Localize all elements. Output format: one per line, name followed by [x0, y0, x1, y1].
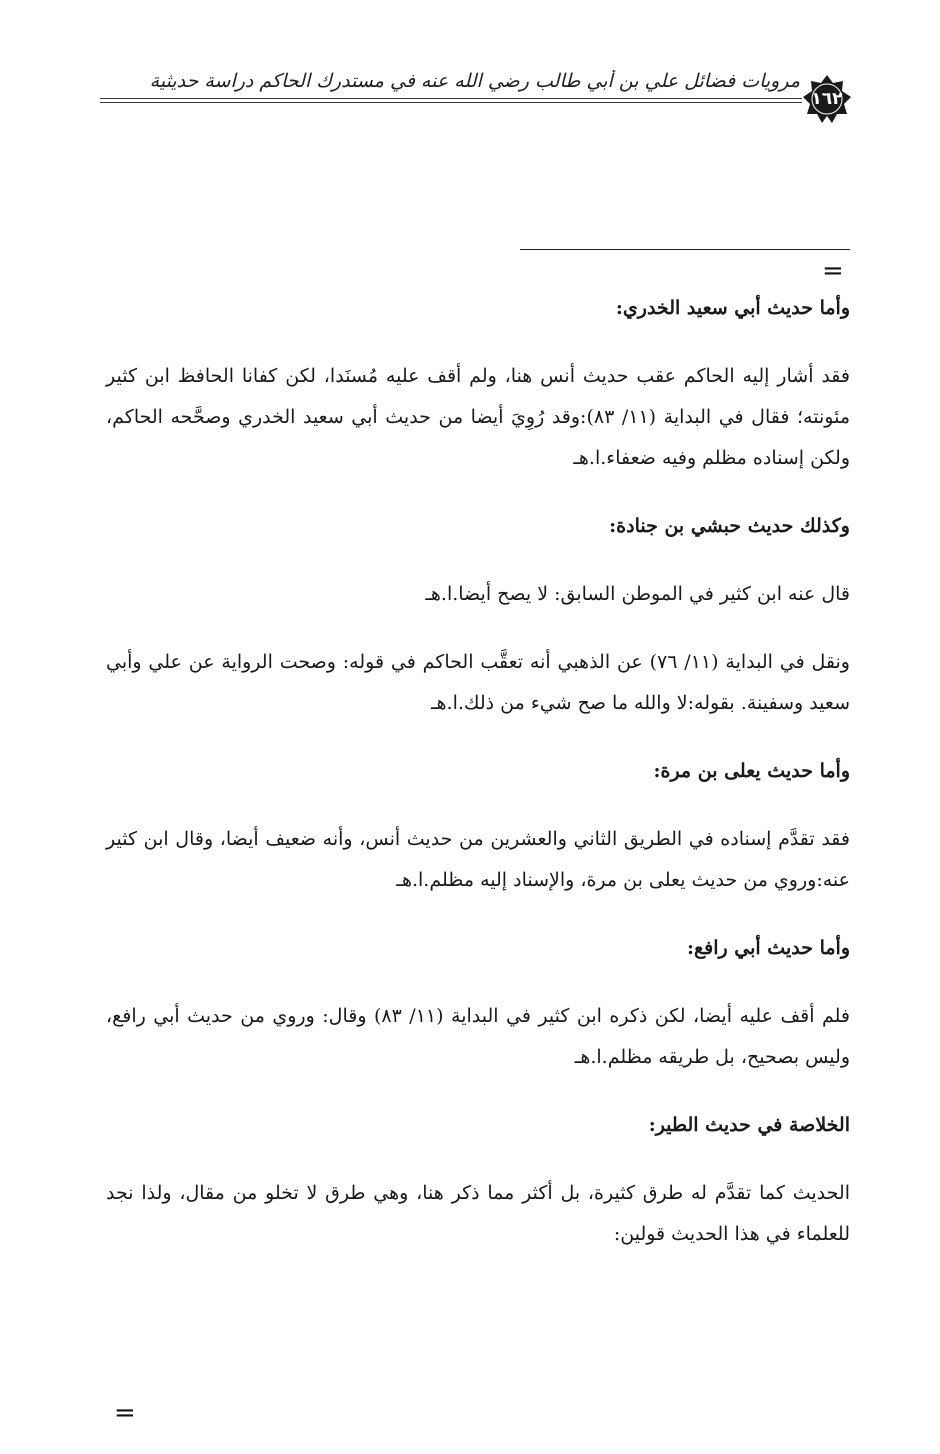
- section-habashi: [106, 506, 850, 615]
- section-heading: الخلاصة في حديث الطير:: [648, 1114, 850, 1136]
- section-abu-said: [106, 288, 850, 479]
- footnote-separator: [520, 249, 850, 250]
- section-paragraph: فلم أقف عليه أيضا، لكن ذكره ابن كثير في البداية (١١/ ٨٣) وقال: وروي من حديث أبي رافع، وليس بصحيح، بل طريقه مظلم.ا.هـ: [106, 1005, 850, 1068]
- running-title: مرويات فضائل علي بن أبي طالب رضي الله عنه في مستدرك الحاكم دراسة حديثية: [149, 70, 800, 92]
- section-heading: وكذلك حديث حبشي بن جنادة:: [609, 515, 850, 537]
- page-header: [100, 58, 852, 128]
- section-summary: [106, 1105, 850, 1255]
- section-heading: وأما حديث أبي سعيد الخدري:: [615, 297, 850, 319]
- section-paragraph: فقد تقدَّم إسناده في الطريق الثاني والعشرين من حديث أنس، وأنه ضعيف أيضا، وقال ابن كثير عنه:وروي من حديث يعلى بن مرة، والإسناد إليه مظلم.ا.هـ: [106, 828, 850, 891]
- header-double-rule: [100, 98, 802, 103]
- page-body: [106, 288, 850, 1282]
- continuation-mark-bottom: =: [114, 1398, 136, 1428]
- section-paragraph: قال عنه ابن كثير في الموطن السابق: لا يصح أيضا.ا.هـ: [425, 583, 850, 605]
- section-paragraph: الحديث كما تقدَّم له طرق كثيرة، بل أكثر مما ذكر هنا، وهي طرق لا تخلو من مقال، ولذا نجد للعلماء في هذا الحديث قولين:: [106, 1182, 850, 1245]
- section-heading: وأما حديث أبي رافع:: [687, 937, 850, 959]
- page-number: ١٦٢: [811, 89, 843, 109]
- section-heading: وأما حديث يعلى بن مرة:: [653, 760, 850, 782]
- page-number-badge: [802, 74, 852, 124]
- continuation-mark-top: =: [822, 256, 844, 286]
- section-paragraph: ونقل في البداية (١١/ ٧٦) عن الذهبي أنه تعقَّب الحاكم في قوله: وصحت الرواية عن علي وأبي سعيد وسفينة. بقوله:لا والله ما صح شيء من ذلك.ا.هـ: [106, 651, 850, 714]
- section-yala: [106, 751, 850, 901]
- section-paragraph: فقد أشار إليه الحاكم عقب حديث أنس هنا، ولم أقف عليه مُسنَدا، لكن كفانا الحافظ ابن كثير مئونته؛ فقال في البداية (١١/ ٨٣):وقد رُوِيَ أيضا من حديث أبي سعيد الخدري وصحَّحه الحاكم، ولكن إسناده مظلم وفيه ضعفاء.ا.هـ: [106, 365, 850, 469]
- section-abu-rafi: [106, 928, 850, 1078]
- section-dhahabi-note: [106, 642, 850, 724]
